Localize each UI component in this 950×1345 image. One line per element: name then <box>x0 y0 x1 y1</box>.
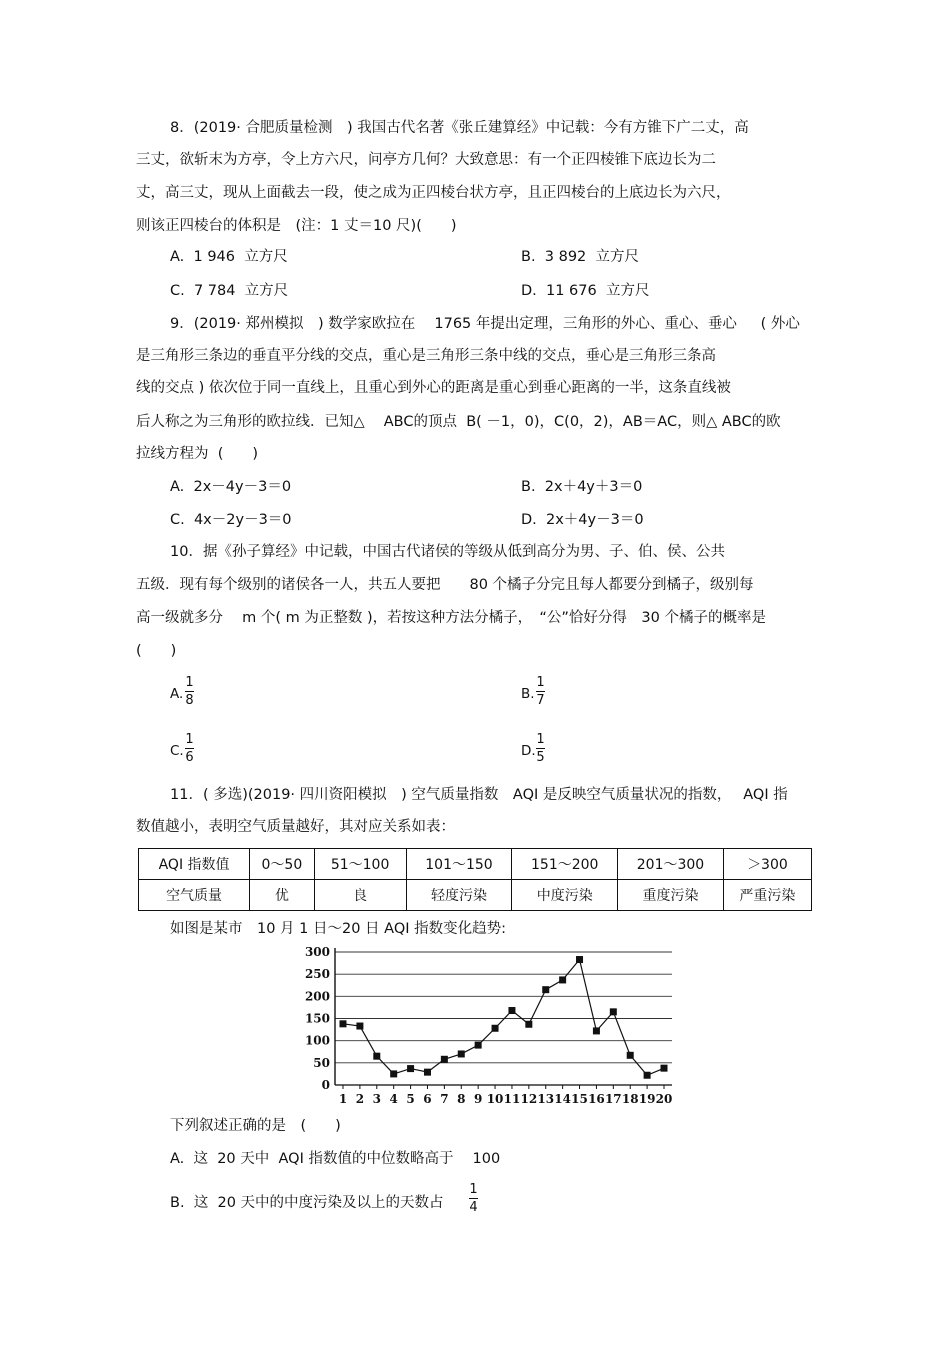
table-cell: 101～150 <box>406 849 512 880</box>
table-cell: 轻度污染 <box>406 880 512 911</box>
data-point <box>475 1042 482 1049</box>
x-tick-label: 12 <box>520 1092 538 1106</box>
x-tick-label: 14 <box>554 1092 571 1106</box>
q9-line-1: 9．(2019· 郑州模拟 ) 数学家欧拉在 1765 年提出定理，三角形的外心、重心、垂心 ( 外心 <box>170 316 800 332</box>
q10-option-a-fraction <box>185 675 194 708</box>
data-point <box>458 1050 465 1057</box>
data-point <box>661 1065 668 1072</box>
q10-option-b-label: B. <box>521 686 535 702</box>
q9-line-4: 后人称之为三角形的欧拉线．已知△ ABC的顶点 B( －1，0)，C(0，2)，AB＝AC，则△ ABC的欧 <box>136 414 781 430</box>
q10-option-d-fraction <box>536 732 545 765</box>
data-point <box>610 1008 617 1015</box>
table-cell: 良 <box>314 880 406 911</box>
denominator: 5 <box>536 750 545 765</box>
table-cell: 严重污染 <box>723 880 811 911</box>
q9-option-c: C. 4x－2y－3＝0 <box>170 512 292 528</box>
q9-option-a: A. 2x－4y－3＝0 <box>170 479 292 495</box>
q8-line-2: 三丈，欲斩末为方亭，令上方六尺，问亭方几何？大致意思：有一个正四棱锥下底边长为二 <box>136 152 716 168</box>
x-tick-label: 4 <box>389 1092 398 1106</box>
x-tick-label: 3 <box>372 1092 381 1106</box>
x-tick-label: 2 <box>355 1092 365 1106</box>
x-tick-label: 7 <box>440 1092 449 1106</box>
q11-option-b-fraction <box>469 1182 478 1215</box>
q10-option-a-label: A. <box>170 686 184 702</box>
x-tick-label: 20 <box>655 1092 673 1106</box>
x-tick-label: 19 <box>638 1092 656 1106</box>
data-point <box>576 956 583 963</box>
q10-line-4: ( ) <box>136 643 177 659</box>
y-tick-label: 0 <box>321 1078 330 1092</box>
table-row <box>139 880 812 911</box>
x-tick-label: 6 <box>423 1092 432 1106</box>
numerator: 1 <box>469 1182 478 1197</box>
table-cell: 优 <box>250 880 314 911</box>
table-cell: 51～100 <box>314 849 406 880</box>
q8-option-d: D. 11 676 立方尺 <box>521 283 650 299</box>
q10-option-b-fraction <box>536 675 545 708</box>
q10-option-c-fraction <box>185 732 194 765</box>
q8-option-c: C. 7 784 立方尺 <box>170 283 289 299</box>
q10-line-1: 10．据《孙子算经》中记载，中国古代诸侯的等级从低到高分为男、子、伯、侯、公共 <box>170 544 725 560</box>
x-tick-label: 13 <box>537 1092 555 1106</box>
numerator: 1 <box>536 675 545 690</box>
denominator: 6 <box>185 750 194 765</box>
denominator: 8 <box>185 693 194 708</box>
x-tick-label: 15 <box>571 1092 588 1106</box>
denominator: 7 <box>536 693 545 708</box>
x-tick-label: 10 <box>486 1092 504 1106</box>
table-cell: 空气质量 <box>139 880 250 911</box>
x-tick-label: 5 <box>406 1092 415 1106</box>
data-point <box>542 986 549 993</box>
data-point <box>340 1020 347 1027</box>
q8-line-3: 丈，高三丈，现从上面截去一段，使之成为正四棱台状方亭，且正四棱台的上底边长为六尺， <box>136 185 731 201</box>
q11-line-1: 11．( 多选)(2019· 四川资阳模拟 ) 空气质量指数 AQI 是反映空气质量状况的指数， AQI 指 <box>170 787 788 803</box>
aqi-trend-chart <box>295 940 680 1108</box>
q10-line-2: 五级．现有每个级别的诸侯各一人，共五人要把 80 个橘子分完且每人都要分到橘子，级别每 <box>136 577 754 593</box>
q11-option-a: A. 这 20 天中 AQI 指数值的中位数略高于 100 <box>170 1151 501 1167</box>
q8-line-4: 则该正四棱台的体积是 (注：1 丈＝10 尺)( ) <box>136 218 457 234</box>
x-tick-label: 18 <box>621 1092 639 1106</box>
q9-line-2: 是三角形三条边的垂直平分线的交点，重心是三角形三条中线的交点，垂心是三角形三条高 <box>136 348 716 364</box>
table-row <box>139 849 812 880</box>
table-cell: ＞300 <box>723 849 811 880</box>
data-point <box>508 1007 515 1014</box>
q11-line-2: 数值越小，表明空气质量越好，其对应关系如表： <box>136 819 455 835</box>
q11-option-b: B. 这 20 天中的中度污染及以上的天数占 <box>170 1195 444 1211</box>
numerator: 1 <box>536 732 545 747</box>
x-tick-label: 11 <box>503 1092 521 1106</box>
numerator: 1 <box>185 675 194 690</box>
y-tick-label: 250 <box>304 967 330 982</box>
numerator: 1 <box>185 732 194 747</box>
y-tick-label: 150 <box>304 1011 330 1026</box>
y-tick-label: 100 <box>304 1033 330 1048</box>
q10-line-3: 高一级就多分 m 个( m 为正整数 )，若按这种方法分橘子， “公”恰好分得 30 个橘子的概率是 <box>136 610 766 626</box>
y-tick-label: 300 <box>304 945 330 959</box>
chart-intro: 如图是某市 10 月 1 日～20 日 AQI 指数变化趋势: <box>170 921 507 937</box>
denominator: 4 <box>469 1200 478 1215</box>
table-cell: AQI 指数值 <box>139 849 250 880</box>
data-point <box>424 1069 431 1076</box>
x-tick-label: 17 <box>604 1092 622 1106</box>
x-tick-label: 1 <box>338 1092 348 1106</box>
table-cell: 151～200 <box>512 849 618 880</box>
data-point <box>644 1072 651 1079</box>
table-cell: 中度污染 <box>512 880 618 911</box>
q9-option-b: B. 2x＋4y＋3＝0 <box>521 479 643 495</box>
q11-question-line: 下列叙述正确的是 ( ) <box>170 1118 341 1134</box>
data-point <box>492 1025 499 1032</box>
data-point <box>559 976 566 983</box>
series-line <box>343 960 664 1076</box>
q9-line-3: 线的交点 ) 依次位于同一直线上，且重心到外心的距离是重心到垂心距离的一半，这条直线被 <box>136 380 731 396</box>
x-tick-label: 8 <box>457 1092 466 1106</box>
data-point <box>627 1052 634 1059</box>
data-point <box>390 1070 397 1077</box>
q10-option-c-label: C. <box>170 743 184 759</box>
data-point <box>525 1021 532 1028</box>
q8-option-a: A. 1 946 立方尺 <box>170 249 288 265</box>
x-tick-label: 16 <box>588 1092 605 1106</box>
q9-option-d: D. 2x＋4y－3＝0 <box>521 512 644 528</box>
aqi-table <box>138 848 812 911</box>
y-tick-label: 200 <box>304 989 330 1004</box>
data-point <box>441 1056 448 1063</box>
y-tick-label: 50 <box>313 1055 330 1070</box>
table-cell: 重度污染 <box>618 880 724 911</box>
q10-option-d-label: D. <box>521 743 536 759</box>
q8-option-b: B. 3 892 立方尺 <box>521 249 640 265</box>
data-point <box>593 1027 600 1034</box>
table-cell: 201～300 <box>618 849 724 880</box>
q9-line-5: 拉线方程为 ( ) <box>136 446 259 462</box>
q8-line-1: 8．(2019· 合肥质量检测 ) 我国古代名著《张丘建算经》中记载：今有方锥下广二丈，高 <box>170 120 749 136</box>
x-tick-label: 9 <box>473 1092 483 1106</box>
table-cell: 0～50 <box>250 849 314 880</box>
data-point <box>356 1023 363 1030</box>
data-point <box>373 1053 380 1060</box>
data-point <box>407 1065 414 1072</box>
